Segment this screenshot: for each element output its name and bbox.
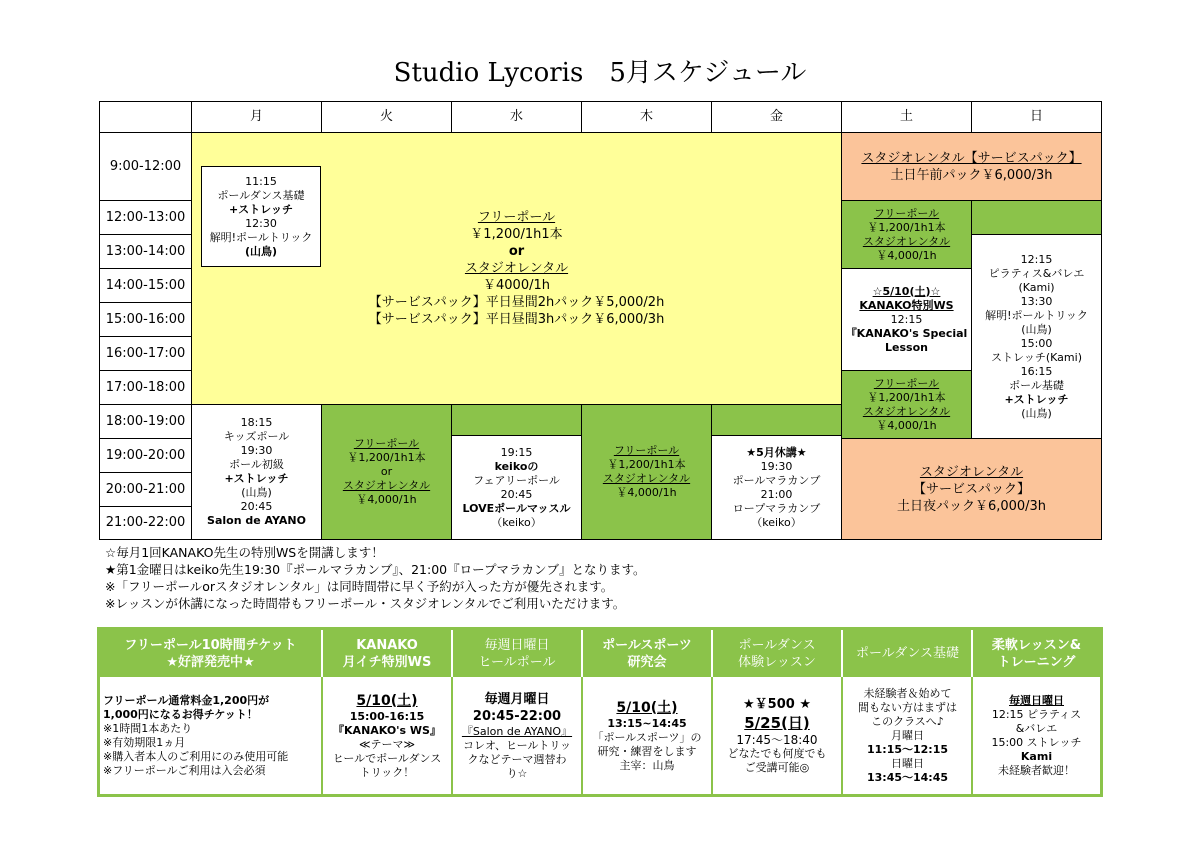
box-line: 17:45～18:40 — [736, 733, 818, 747]
box-line: 月曜日 — [891, 728, 924, 742]
box-line: 「ポールスポーツ」の — [592, 730, 702, 744]
lesson-name: ポール初級 — [229, 458, 284, 471]
studio-rental-label: スタジオレンタル — [862, 234, 951, 248]
ws-title: Lesson — [885, 340, 928, 354]
sun-day-lessons — [971, 234, 1102, 439]
box-title: フリーポール10時間チケット — [124, 637, 297, 653]
header-day-tue: 火 — [321, 101, 452, 133]
price: ￥1,200/1h1本 — [867, 390, 946, 404]
box-line: ※1時間1本あたり — [103, 721, 193, 735]
price: ￥1,200/1h1本 — [607, 458, 686, 471]
header-day-wed: 水 — [451, 101, 582, 133]
lesson-name: LOVEポールマッスル — [462, 501, 571, 515]
header-day-sat: 土 — [841, 101, 972, 133]
price: ￥4,000/1h — [616, 486, 677, 499]
mon-pm-lessons — [191, 404, 322, 540]
lesson-time: 12:15 — [890, 312, 923, 326]
box-subtitle: 体験レッスン — [738, 654, 816, 670]
lesson-time: 12:30 — [245, 216, 277, 230]
time-slot: 14:00-15:00 — [99, 268, 192, 303]
time-slot: 19:00-20:00 — [99, 438, 192, 473]
free-pole-label: フリーポール — [477, 210, 556, 225]
time-slot: 17:00-18:00 — [99, 370, 192, 405]
time-slot: 16:00-17:00 — [99, 336, 192, 371]
box-trial-header — [711, 630, 841, 677]
box-line: クなどテーマ週替わ — [467, 752, 567, 766]
box-line: 12:15 ピラティス — [991, 707, 1082, 721]
sat-free-pole-1 — [841, 200, 972, 269]
weekend-pm-rental — [841, 438, 1102, 540]
weekend-pm-pack: 土日夜パック￥6,000/3h — [896, 498, 1047, 514]
lesson-time: 20:45 — [500, 487, 533, 501]
free-pole-label: フリーポール — [873, 376, 940, 390]
fri-pm-lessons — [711, 435, 842, 540]
service-pack-2h: 【サービスパック】平日昼間2hパック￥5,000/2h — [368, 295, 665, 310]
thu-pm-free-pole — [581, 404, 712, 540]
box-flex-header — [971, 630, 1100, 677]
instructor: （keiko） — [491, 515, 542, 529]
time-slot: 15:00-16:00 — [99, 302, 192, 337]
page-title: Studio Lycoris 5月スケジュール — [393, 58, 807, 88]
price: ￥4,000/1h — [876, 418, 937, 432]
lesson-time: 20:45 — [240, 500, 273, 513]
instructor: (山鳥) — [244, 244, 278, 258]
time-slot: 9:00-12:00 — [99, 132, 192, 201]
sat-free-pole-2 — [841, 370, 972, 439]
header-day-fri: 金 — [711, 101, 842, 133]
box-subtitle: 研究会 — [627, 654, 667, 670]
box-title: ポールスポーツ — [602, 637, 692, 653]
note-line: ☆毎月1回KANAKO先生の特別WSを開講します！ — [105, 545, 384, 560]
box-line: 未経験者＆始めて — [863, 686, 952, 700]
box-line: 5/10(土) — [356, 692, 418, 709]
lesson-time: 16:15 — [1020, 364, 1053, 378]
box-kanako-body — [321, 677, 451, 794]
lesson-name: ピラティス&バレエ — [988, 266, 1085, 280]
box-line: ★￥500 ★ — [743, 697, 811, 712]
time-slot: 21:00-22:00 — [99, 506, 192, 540]
box-line: 間もない方はまずは — [858, 700, 957, 714]
lesson-name: +ストレッチ — [224, 472, 289, 485]
price: ￥1,200/1h1本 — [470, 227, 563, 242]
box-sport-header — [581, 630, 711, 677]
header-corner — [99, 101, 192, 133]
box-line: ≪テーマ≫ — [358, 737, 416, 751]
lesson-time: 11:15 — [245, 174, 277, 188]
mon-am-lessons — [201, 166, 321, 267]
studio-rental-label: スタジオレンタル — [464, 261, 569, 276]
box-title: 柔軟レッスン& — [991, 637, 1082, 653]
service-pack-label: 【サービスパック】 — [912, 481, 1030, 497]
lesson-time: 18:15 — [240, 416, 273, 429]
lesson-name: Salon de AYANO — [207, 514, 306, 527]
box-line: ヒールでポールダンス — [332, 751, 442, 765]
lesson-name: ロープマラカンブ — [732, 501, 821, 515]
lesson-time: 21:00 — [760, 487, 793, 501]
box-kanako-header — [321, 630, 451, 677]
cancelled-notice: ★5月休講★ — [746, 445, 807, 459]
box-sport-body — [581, 677, 711, 794]
box-heel-header — [451, 630, 581, 677]
box-subtitle: ヒールポール — [478, 654, 556, 670]
header-day-mon: 月 — [191, 101, 322, 133]
lesson-time: 12:15 — [1020, 252, 1053, 266]
lesson-name: キッズポール — [223, 430, 290, 443]
box-line: 13:15~14:45 — [607, 716, 687, 730]
box-line: 15:00 ストレッチ — [991, 735, 1082, 749]
box-ticket-header — [100, 630, 321, 677]
note-line: ※「フリーポールorスタジオレンタル」は同時間帯に早く予約が入った方が優先されます。 — [105, 579, 614, 594]
box-title: ポールダンス — [738, 637, 816, 653]
box-line: り☆ — [506, 766, 528, 780]
box-line: 毎週月曜日 — [484, 691, 550, 707]
time-slot: 13:00-14:00 — [99, 234, 192, 269]
free-pole-label: フリーポール — [613, 444, 680, 457]
lesson-name: フェアリーポール — [473, 473, 560, 487]
lesson-time: 19:15 — [500, 445, 533, 459]
time-slot: 12:00-13:00 — [99, 200, 192, 235]
ws-date: ☆5/10(土)☆ — [872, 284, 941, 298]
lesson-name: ポールマラカンブ — [732, 473, 821, 487]
header-day-thu: 木 — [581, 101, 712, 133]
header-day-sun: 日 — [971, 101, 1102, 133]
lesson-name: +ストレッチ — [1004, 392, 1069, 406]
note-line: ※レッスンが休講になった時間帯もフリーポール・スタジオレンタルでご利用いただけます。 — [105, 596, 626, 611]
box-line: 未経験者歓迎！ — [998, 763, 1075, 777]
price: ￥4,000/1h — [876, 248, 937, 262]
instructor: （keiko） — [751, 515, 802, 529]
lesson-name: ポール基礎 — [1009, 378, 1064, 392]
note-line: ★第1金曜日はkeiko先生19:30『ポールマラカンブ』、21:00『ロープマラカンブ』となります。 — [105, 562, 646, 577]
box-line: このクラスへ♪ — [871, 714, 944, 728]
box-line: どなたでも何度でも — [727, 747, 827, 760]
time-slot: 18:00-19:00 — [99, 404, 192, 439]
box-line: 研究・練習をします — [597, 744, 697, 758]
box-heel-body — [451, 677, 581, 794]
box-line: 5/25(日) — [744, 714, 810, 732]
box-flex-body — [971, 677, 1100, 794]
box-line: 日曜日 — [891, 756, 924, 770]
studio-rental-label: スタジオレンタル — [602, 472, 691, 485]
box-line: ご受講可能◎ — [744, 761, 810, 774]
weekend-am-pack: 土日午前パック￥6,000/3h — [890, 167, 1053, 183]
box-line: コレオ、ヒールトリッ — [463, 738, 571, 752]
box-line: 11:15～12:15 — [866, 742, 949, 756]
tue-pm-free-pole — [321, 404, 452, 540]
lesson-time: 19:30 — [760, 459, 793, 473]
weekend-am-rental — [841, 132, 1102, 201]
lesson-name: keikoの — [494, 459, 539, 473]
wed-pm-lessons — [451, 435, 582, 540]
studio-rental-label: スタジオレンタル — [342, 479, 431, 492]
box-trial-body — [711, 677, 841, 794]
ws-title: 『KANAKO's Special — [845, 326, 968, 340]
box-line: ※フリーポールご利用は入会必須 — [103, 763, 266, 777]
instructor: (山鳥) — [241, 486, 272, 499]
studio-rental-label: スタジオレンタル — [862, 404, 951, 418]
free-pole-label: フリーポール — [873, 206, 940, 220]
sat-special-ws — [841, 268, 972, 371]
box-line: 15:00-16:15 — [349, 709, 425, 723]
lesson-time: 15:00 — [1020, 336, 1053, 350]
price: ￥1,200/1h1本 — [867, 220, 946, 234]
lesson-name: 解明!ポールトリック — [985, 308, 1088, 322]
lesson-name: ポールダンス基礎 — [217, 188, 305, 202]
box-line: 13:45～14:45 — [866, 770, 949, 784]
price: ￥1,200/1h1本 — [347, 451, 426, 464]
box-line: トリック！ — [359, 765, 415, 779]
lesson-time: 13:30 — [1020, 294, 1053, 308]
instructor: (山鳥) — [1021, 322, 1052, 336]
box-subtitle: トレーニング — [997, 654, 1076, 670]
price: ￥4,000/1h — [356, 493, 417, 506]
box-line: フリーポール通常料金1,200円が — [103, 693, 270, 707]
service-pack-3h: 【サービスパック】平日昼間3hパック￥6,000/3h — [368, 312, 665, 327]
box-line: 5/10(土) — [616, 699, 678, 716]
or-label: or — [380, 465, 393, 478]
free-pole-label: フリーポール — [353, 437, 420, 450]
lesson-name: ストレッチ(Kami) — [990, 350, 1082, 364]
box-subtitle: ★好評発売中★ — [166, 654, 255, 670]
lesson-name: 解明!ポールトリック — [209, 230, 313, 244]
box-line: &バレエ — [1015, 721, 1058, 735]
box-line: Kami — [1020, 749, 1053, 763]
price: ￥4000/1h — [483, 278, 550, 293]
lesson-name: +ストレッチ — [228, 202, 294, 216]
box-title: KANAKO — [356, 637, 418, 653]
time-slot: 20:00-21:00 — [99, 472, 192, 507]
lesson-time: 19:30 — [240, 444, 273, 457]
box-ticket-body — [100, 677, 321, 794]
box-line: 1,000円になるお得チケット！ — [103, 707, 258, 721]
box-line: 『Salon de AYANO』 — [461, 724, 573, 738]
box-title: 毎週日曜日 — [484, 637, 550, 653]
box-line: 『KANAKO's WS』 — [333, 723, 441, 737]
box-line: 主宰：山鳥 — [619, 758, 675, 772]
box-subtitle: 月イチ特別WS — [342, 654, 432, 670]
box-title: ポールダンス基礎 — [856, 646, 959, 661]
box-basic-body — [841, 677, 972, 794]
box-line: 毎週日曜日 — [1009, 693, 1064, 707]
box-line: 20:45-22:00 — [472, 708, 562, 724]
box-line: ※購入者本人のご利用にのみ使用可能 — [103, 749, 289, 763]
studio-rental-label: スタジオレンタル【サービスパック】 — [861, 150, 1082, 166]
instructor: (山鳥) — [1021, 406, 1052, 420]
box-line: ※有効期限1ヵ月 — [103, 735, 186, 749]
or-label: or — [508, 244, 525, 259]
instructor: (Kami) — [1018, 280, 1055, 294]
studio-rental-label: スタジオレンタル — [919, 464, 1024, 480]
ws-name: KANAKO特別WS — [859, 298, 954, 312]
box-basic-header — [841, 630, 972, 677]
